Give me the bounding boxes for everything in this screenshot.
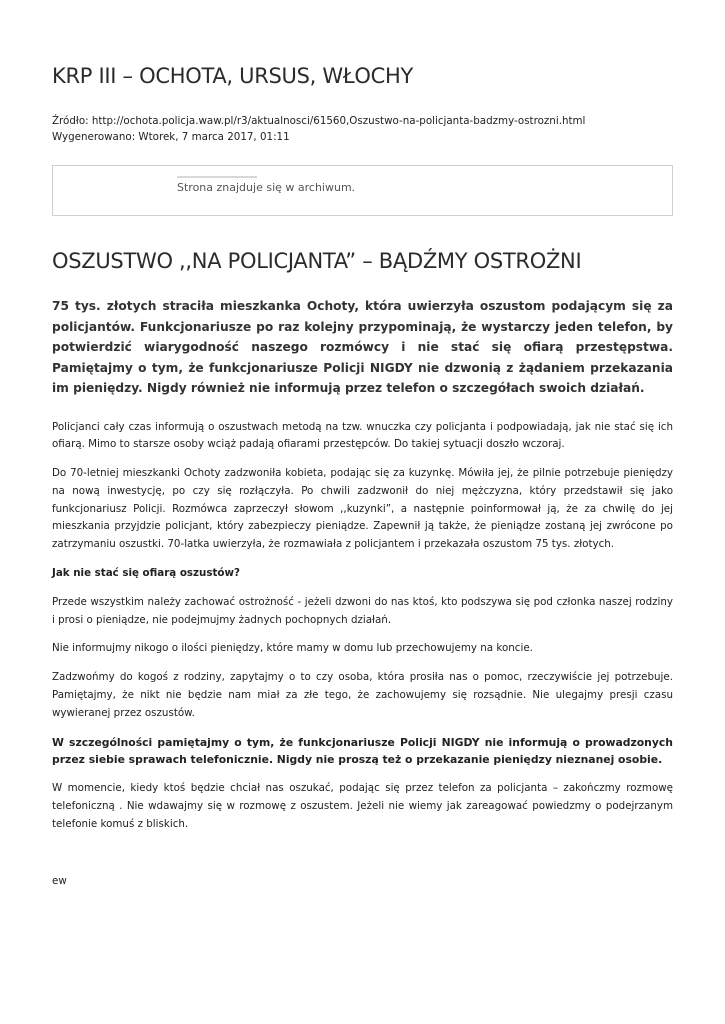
archive-notice-text: Strona znajduje się w archiwum. [177,181,356,194]
site-title: KRP III – OCHOTA, URSUS, WŁOCHY [52,64,413,88]
source-line: Źródło: http://ochota.policja.waw.pl/r3/aktualnosci/61560,Oszustwo-na-policjanta-badzmy-ostrozni.html [52,115,586,127]
document-meta [52,114,585,145]
archive-notice-divider [177,176,257,178]
author-signature: ew [52,875,67,887]
generated-line: Wygenerowano: Wtorek, 7 marca 2017, 01:11 [52,130,290,143]
article-paragraph: Nie informujmy nikogo o ilości pieniędzy, które mamy w domu lub przechowujemy na koncie. [52,642,533,655]
article-paragraph: Zadzwońmy do kogoś z rodziny, zapytajmy o to czy osoba, która prosiła nas o pomoc, rzeczywiście jej potrzebuje. Pamiętajmy, że nikt nie będzie nam miał za złe tego, że zachowujemy się rozsądnie. Nie ulegajmy presji czasu wywieranej przez oszustów. [52,671,673,719]
article-title: OSZUSTWO ,,NA POLICJANTA” – BĄDŹMY OSTROŻNI [52,249,582,273]
article-body [52,296,673,845]
article-paragraph: Przede wszystkim należy zachować ostrożność - jeżeli dzwoni do nas ktoś, kto podszywa się pod członka naszej rodziny i prosi o pieniądze, nie podejmujmy żadnych pochopnych działań. [52,595,673,626]
article-subheading: Jak nie stać się ofiarą oszustów? [52,567,240,580]
article-paragraph: Policjanci cały czas informują o oszustwach metodą na tzw. wnuczka czy policjanta i podpowiadają, jak nie stać się ich ofiarą. Mimo to starsze osoby wciąż padają ofiarami przestępców. Do takiej sytuacji doszło wczoraj. [52,420,673,451]
article-paragraph: Do 70-letniej mieszkanki Ochoty zadzwoniła kobieta, podając się za kuzynkę. Mówiła jej, że pilnie potrzebuje pieniędzy na nową inwestycję, po czy się rozłączyła. Po chwili zadzwonił do niej mężczyzna, który przedstawił się jako funkcjonariusz Policji. Rozmówca zaprzeczył słowom ,,kuzynki”, a następnie poinformował ją, że za chwilę do jej mieszkania przyjdzie policjant, który zabezpieczy pieniądze. Zapewnił ją także, że pieniądze zostaną jej zwrócone po zatrzymaniu oszustki. 70-latka uwierzyła, że rozmawiała z policjantem i przekazała oszustom 75 tys. złotych. [52,467,673,551]
article-paragraph: W momencie, kiedy ktoś będzie chciał nas oszukać, podając się przez telefon za policjanta – zakończmy rozmowę telefoniczną . Nie wdawajmy się w rozmowę z oszustem. Jeżeli nie wiemy jak zareagować powiedzmy o podejrzanym telefonie komuś z bliskich. [52,782,673,830]
article-lead: 75 tys. złotych straciła mieszkanka Ochoty, która uwierzyła oszustom podającym się za policjantów. Funkcjonariusze po raz kolejny przypominają, że wystarczy jeden telefon, by potwierdzić wiarygodność naszego rozmówcy i nie stać się ofiarą przestępstwa. Pamiętajmy o tym, że funkcjonariusze Policji NIGDY nie dzwonią z żądaniem przekazania im pieniędzy. Nigdy również nie informują przez telefon o szczegółach swoich działań. [52,299,673,395]
archive-notice-box [52,165,673,216]
article-warning-paragraph: W szczególności pamiętajmy o tym, że funkcjonariusze Policji NIGDY nie informują o prowadzonych przez siebie sprawach telefonicznie. Nigdy nie proszą też o przekazanie pieniędzy nieznanej osobie. [52,735,673,767]
